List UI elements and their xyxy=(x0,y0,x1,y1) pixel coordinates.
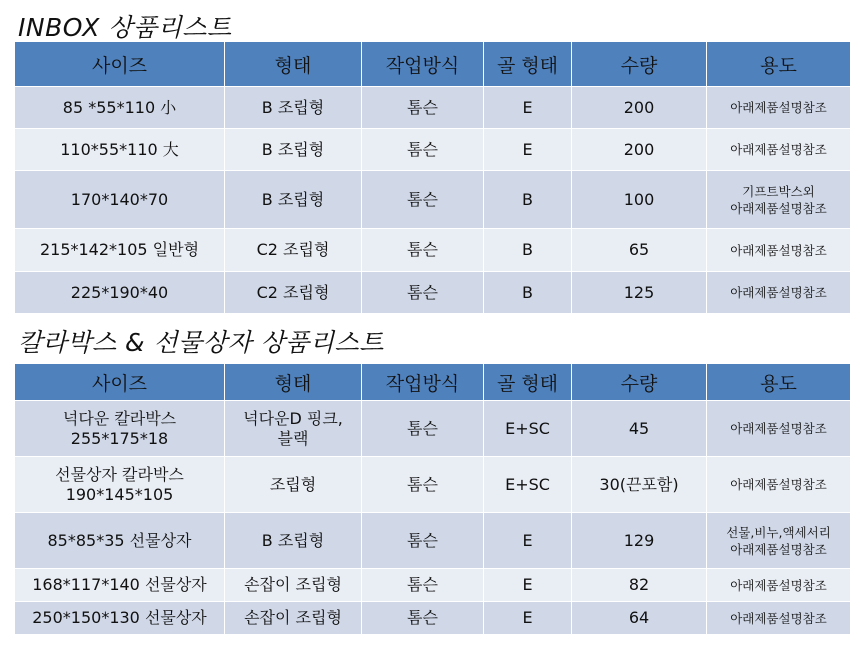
table-row xyxy=(15,171,851,229)
cell-flute: B xyxy=(484,229,572,272)
cell-size: 85*85*35 선물상자 xyxy=(15,513,225,569)
cell-method: 톰슨 xyxy=(362,457,484,513)
table-row xyxy=(15,129,851,171)
cell-size: 225*190*40 xyxy=(15,272,225,314)
cell-form: 조립형 xyxy=(225,457,362,513)
cell-size: 선물상자 칼라박스 190*145*105 xyxy=(15,457,225,513)
cell-form: B 조립형 xyxy=(225,129,362,171)
cell-quantity: 82 xyxy=(572,569,707,602)
cell-flute: E xyxy=(484,129,572,171)
cell-form: 손잡이 조립형 xyxy=(225,569,362,602)
cell-use: 아래제품설명참조 xyxy=(707,457,851,513)
cell-size: 168*117*140 선물상자 xyxy=(15,569,225,602)
table-row xyxy=(15,272,851,314)
cell-form: B 조립형 xyxy=(225,87,362,129)
table-header-row xyxy=(15,42,851,87)
table-header-row xyxy=(15,364,851,401)
cell-use: 아래제품설명참조 xyxy=(707,229,851,272)
table-row xyxy=(15,513,851,569)
cell-use: 아래제품설명참조 xyxy=(707,401,851,457)
cell-quantity: 45 xyxy=(572,401,707,457)
header-flute: 골 형태 xyxy=(484,42,572,87)
table-row xyxy=(15,87,851,129)
cell-flute: E+SC xyxy=(484,457,572,513)
header-form: 형태 xyxy=(225,42,362,87)
inbox-product-table xyxy=(14,41,851,314)
table-row xyxy=(15,457,851,513)
header-method: 작업방식 xyxy=(362,42,484,87)
cell-use: 선물,비누,액세서리 아래제품설명참조 xyxy=(707,513,851,569)
cell-use: 아래제품설명참조 xyxy=(707,87,851,129)
cell-form: 손잡이 조립형 xyxy=(225,602,362,635)
cell-quantity: 129 xyxy=(572,513,707,569)
color-box-list-title: 칼라박스 & 선물상자 상품리스트 xyxy=(18,328,384,357)
header-quantity: 수량 xyxy=(572,42,707,87)
cell-quantity: 200 xyxy=(572,129,707,171)
cell-size: 215*142*105 일반형 xyxy=(15,229,225,272)
cell-form: 넉다운D 핑크, 블랙 xyxy=(225,401,362,457)
cell-method: 톰슨 xyxy=(362,513,484,569)
cell-form: C2 조립형 xyxy=(225,229,362,272)
cell-form: B 조립형 xyxy=(225,513,362,569)
cell-form: B 조립형 xyxy=(225,171,362,229)
cell-use: 아래제품설명참조 xyxy=(707,602,851,635)
header-quantity: 수량 xyxy=(572,364,707,401)
cell-use: 아래제품설명참조 xyxy=(707,272,851,314)
cell-use: 아래제품설명참조 xyxy=(707,569,851,602)
cell-flute: E+SC xyxy=(484,401,572,457)
cell-quantity: 30(끈포함) xyxy=(572,457,707,513)
header-form: 형태 xyxy=(225,364,362,401)
header-method: 작업방식 xyxy=(362,364,484,401)
cell-method: 톰슨 xyxy=(362,401,484,457)
cell-size: 170*140*70 xyxy=(15,171,225,229)
inbox-list-title: INBOX 상품리스트 xyxy=(18,13,232,42)
header-use: 용도 xyxy=(707,364,851,401)
cell-size: 85 *55*110 小 xyxy=(15,87,225,129)
cell-method: 톰슨 xyxy=(362,129,484,171)
header-size: 사이즈 xyxy=(15,42,225,87)
cell-method: 톰슨 xyxy=(362,87,484,129)
cell-flute: B xyxy=(484,171,572,229)
cell-quantity: 200 xyxy=(572,87,707,129)
header-use: 용도 xyxy=(707,42,851,87)
cell-size: 넉다운 칼라박스 255*175*18 xyxy=(15,401,225,457)
cell-use: 아래제품설명참조 xyxy=(707,129,851,171)
cell-quantity: 65 xyxy=(572,229,707,272)
table-row xyxy=(15,602,851,635)
table-row xyxy=(15,569,851,602)
cell-size: 250*150*130 선물상자 xyxy=(15,602,225,635)
cell-quantity: 125 xyxy=(572,272,707,314)
cell-method: 톰슨 xyxy=(362,602,484,635)
cell-method: 톰슨 xyxy=(362,272,484,314)
header-size: 사이즈 xyxy=(15,364,225,401)
cell-method: 톰슨 xyxy=(362,171,484,229)
table-row xyxy=(15,229,851,272)
cell-flute: E xyxy=(484,602,572,635)
cell-flute: E xyxy=(484,513,572,569)
header-flute: 골 형태 xyxy=(484,364,572,401)
color-box-product-table xyxy=(14,363,851,635)
cell-quantity: 64 xyxy=(572,602,707,635)
cell-size: 110*55*110 大 xyxy=(15,129,225,171)
cell-flute: B xyxy=(484,272,572,314)
cell-flute: E xyxy=(484,87,572,129)
cell-quantity: 100 xyxy=(572,171,707,229)
cell-form: C2 조립형 xyxy=(225,272,362,314)
table-row xyxy=(15,401,851,457)
cell-flute: E xyxy=(484,569,572,602)
cell-use: 기프트박스외 아래제품설명참조 xyxy=(707,171,851,229)
cell-method: 톰슨 xyxy=(362,569,484,602)
cell-method: 톰슨 xyxy=(362,229,484,272)
